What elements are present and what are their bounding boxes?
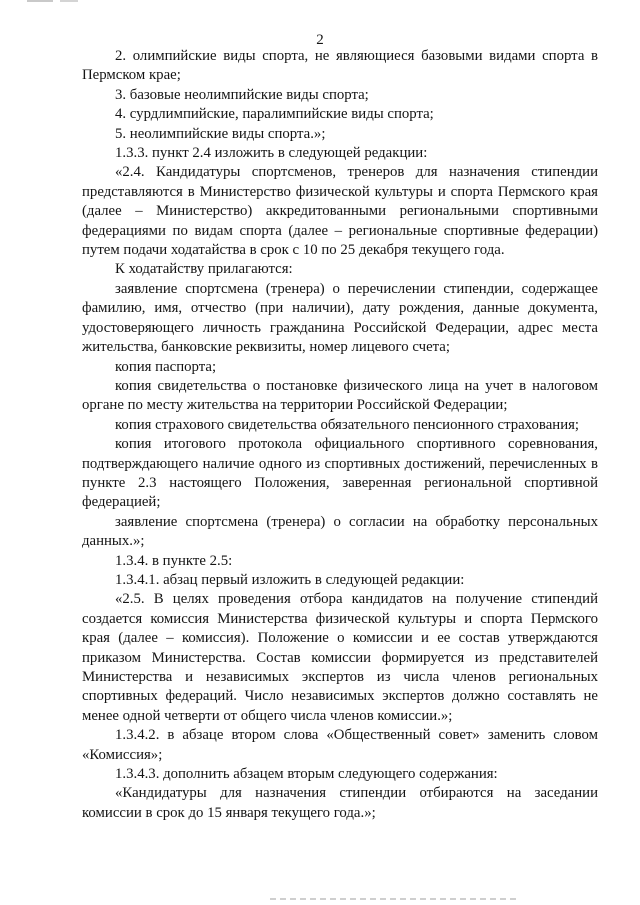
paragraph: копия паспорта; xyxy=(115,358,217,375)
paragraph: 1.3.3. пункт 2.4 изложить в следующей редакции: xyxy=(115,145,428,162)
scan-artifact xyxy=(27,0,53,2)
paragraph: 4. сурдлимпийские, паралимпийские виды спорта; xyxy=(115,106,434,123)
paragraph: 1.3.4.1. абзац первый изложить в следующей редакции: xyxy=(115,571,465,588)
paragraph: 3. базовые неолимпийские виды спорта; xyxy=(115,86,369,103)
paragraph: К ходатайству прилагаются: xyxy=(115,261,293,278)
paragraph: копия страхового свидетельства обязательного пенсионного страхования; xyxy=(115,416,580,433)
page-number: 2 xyxy=(316,32,324,48)
paragraph: 5. неолимпийские виды спорта.»; xyxy=(115,125,326,142)
paragraph: 2. олимпийские виды спорта, не являющиеся базовыми видами спорта в Пермском крае; xyxy=(82,48,598,84)
paragraph: заявление спортсмена (тренера) о согласии на обработку персональных данных.»; xyxy=(82,513,598,550)
paragraph: 1.3.4. в пункте 2.5: xyxy=(115,552,233,569)
paragraph: копия итогового протокола официального спортивного соревнования, подтверждающего наличие одного из спортивных достижений, перечисленных в пункте 2.3 настоящего Положения, заверенная региональной спортивной федерацией; xyxy=(82,436,598,511)
document-body xyxy=(82,47,598,823)
paragraph: копия свидетельства о постановке физического лица на учет в налоговом органе по месту жительства на территории Российской Федерации; xyxy=(82,377,598,414)
paragraph: «2.4. Кандидатуры спортсменов, тренеров для назначения стипендии представляются в Министерство физической культуры и спорта Пермского края (далее – Министерство) аккредитованными региональными спортивными федерациями по видам спорта (далее – региональные спортивные федерации) путем подачи ходатайства в срок с 10 по 25 декабря текущего года. xyxy=(82,164,598,259)
paragraph: 1.3.4.2. в абзаце втором слова «Общественный совет» заменить словом «Комиссия»; xyxy=(82,727,598,763)
scan-artifact xyxy=(60,0,78,2)
paragraph: «2.5. В целях проведения отбора кандидатов на получение стипендий создается комиссия Министерства физической культуры и спорта Пермского края (далее – комиссия). Положение о комиссии и ее состав утверждаются приказом Министерства. Состав комиссии формируется из представителей Министерства и независимых экспертов из числа членов региональных спортивных федераций. Число независимых экспертов должно составлять не менее одной четверти от общего числа членов комиссии.»; xyxy=(82,591,598,724)
scan-artifact xyxy=(270,898,520,900)
paragraph: 1.3.4.3. дополнить абзацем вторым следующего содержания: xyxy=(115,766,498,783)
paragraph: «Кандидатуры для назначения стипендии отбираются на заседании комиссии в срок до 15 января текущего года.»; xyxy=(82,785,598,821)
paragraph: заявление спортсмена (тренера) о перечислении стипендии, содержащее фамилию, имя, отчество (при наличии), дату рождения, данные документа, удостоверяющего личность гражданина Российской Федерации, адрес места жительства, банковские реквизиты, номер лицевого счета; xyxy=(82,280,598,356)
